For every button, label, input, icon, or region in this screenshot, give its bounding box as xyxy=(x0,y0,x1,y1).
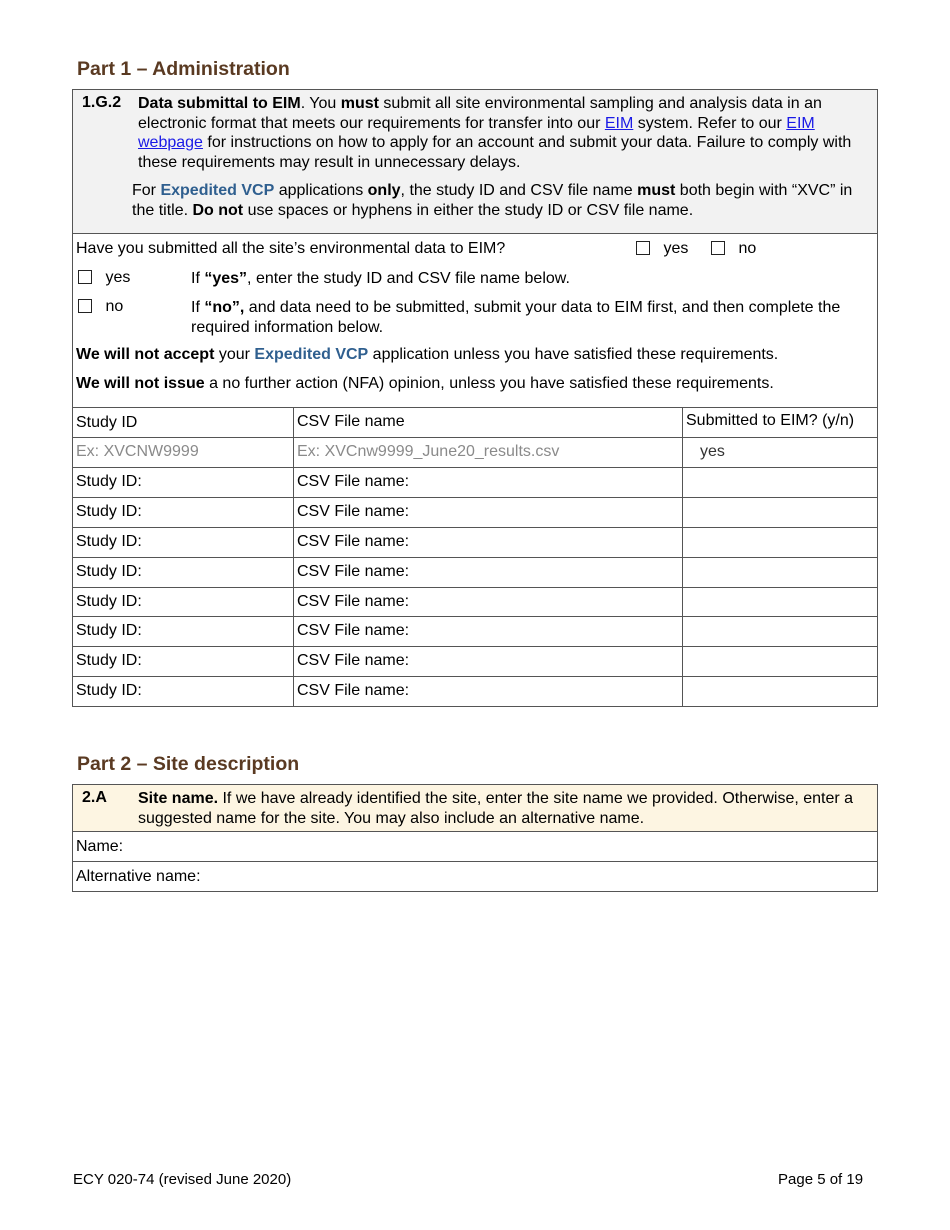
option-yes: yes xyxy=(78,269,130,287)
option-no-instructions: If “no”, and data need to be submitted, submit your data to EIM first, and then complete the required information below. xyxy=(191,299,841,336)
study-id-field[interactable]: Study ID: xyxy=(76,473,142,490)
csv-file-name-field[interactable]: CSV File name: xyxy=(297,503,410,520)
section-code: 1.G.2 xyxy=(82,94,122,111)
eim-submitted-question: Have you submitted all the site’s environmental data to EIM? xyxy=(76,240,506,257)
option-no-checkbox[interactable] xyxy=(78,299,92,313)
eim-webpage-link[interactable]: EIM webpage xyxy=(138,114,815,151)
csv-file-name-field[interactable]: CSV File name: xyxy=(297,473,410,490)
site-name-instructions: Site name. If we have already identified the site, enter the site name we provided. Otherwise, enter a suggested name for the site. You may also include an alternative name. xyxy=(138,790,854,827)
not-issue-warning: We will not issue a no further action (NFA) opinion, unless you have satisfied these requirements. xyxy=(76,375,774,392)
question-no-option: no xyxy=(711,240,756,258)
study-id-field[interactable]: Study ID: xyxy=(76,593,142,610)
study-id-field[interactable]: Study ID: xyxy=(76,563,142,580)
csv-file-name-field[interactable]: CSV File name: xyxy=(297,593,410,610)
expedited-vcp-note: For Expedited VCP applications only, the study ID and CSV file name must both begin with “XVC” in the title. Do not use spaces or hyphens in either the study ID or CSV file name. xyxy=(132,182,853,219)
eim-requirement-text: Data submittal to EIM. You must submit all site environmental sampling and analysis data in an electronic format that meets our requirements for transfer into our EIM system. Refer to our EIM webpage for instructions on how to apply for an account and submit your data. Failure to comply with these requirements may result in unnecessary delays. xyxy=(138,95,852,171)
not-accept-warning: We will not accept your Expedited VCP application unless you have satisfied these requirements. xyxy=(76,346,779,363)
question-yes-option: yes xyxy=(636,240,688,258)
section-title: Data submittal to EIM xyxy=(138,95,301,112)
study-id-field[interactable]: Study ID: xyxy=(76,682,142,699)
study-id-field[interactable]: Study ID: xyxy=(76,533,142,550)
alternative-name-field[interactable]: Alternative name: xyxy=(76,868,201,885)
part1-heading: Part 1 – Administration xyxy=(77,58,290,80)
page-number: Page 5 of 19 xyxy=(778,1171,864,1188)
option-no: no xyxy=(78,298,123,316)
csv-file-name-field[interactable]: CSV File name: xyxy=(297,622,410,639)
option-yes-instructions: If “yes”, enter the study ID and CSV file name below. xyxy=(191,270,570,287)
part2-heading: Part 2 – Site description xyxy=(77,753,300,775)
header-csv-file-name: CSV File name xyxy=(297,413,405,430)
example-study-id: Ex: XVCNW9999 xyxy=(76,443,199,460)
form-id: ECY 020-74 (revised June 2020) xyxy=(73,1171,292,1188)
csv-file-name-field[interactable]: CSV File name: xyxy=(297,533,410,550)
example-csv-file-name: Ex: XVCnw9999_June20_results.csv xyxy=(297,443,560,460)
question-yes-checkbox[interactable] xyxy=(636,241,650,255)
study-id-field[interactable]: Study ID: xyxy=(76,622,142,639)
example-submitted: yes xyxy=(700,443,725,460)
csv-file-name-field[interactable]: CSV File name: xyxy=(297,682,410,699)
study-id-field[interactable]: Study ID: xyxy=(76,503,142,520)
question-no-checkbox[interactable] xyxy=(711,241,725,255)
header-submitted-to-eim: Submitted to EIM? (y/n) xyxy=(686,412,855,429)
option-yes-checkbox[interactable] xyxy=(78,270,92,284)
header-study-id: Study ID xyxy=(76,414,138,431)
part2-section-code: 2.A xyxy=(82,789,107,806)
site-name-field[interactable]: Name: xyxy=(76,838,124,855)
eim-link[interactable]: EIM xyxy=(604,114,634,132)
csv-file-name-field[interactable]: CSV File name: xyxy=(297,563,410,580)
study-id-field[interactable]: Study ID: xyxy=(76,652,142,669)
csv-file-name-field[interactable]: CSV File name: xyxy=(297,652,410,669)
